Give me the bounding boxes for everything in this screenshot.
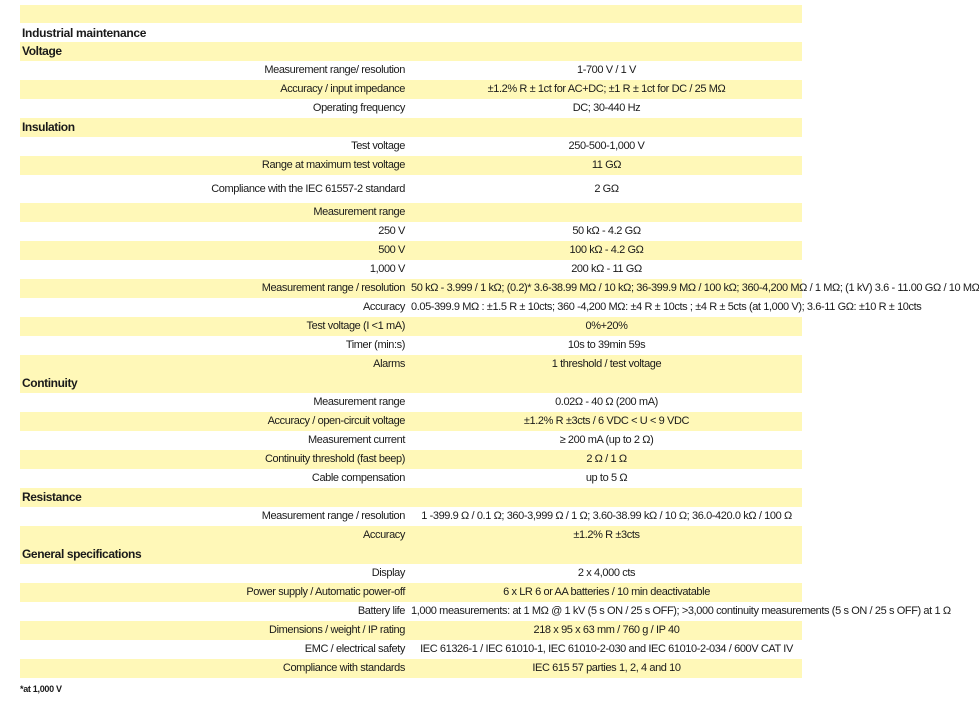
spec-label: Accuracy	[362, 301, 405, 313]
section-header	[20, 545, 802, 564]
spec-label: Test voltage	[351, 140, 405, 152]
spec-label: 250 V	[378, 225, 405, 237]
spec-value: 0%+20%	[411, 317, 802, 336]
spec-label: 500 V	[20, 241, 411, 260]
spec-value: ±1.2% R ±3cts	[411, 526, 802, 545]
spec-label: Measurement current	[308, 434, 405, 446]
spec-value: 2 x 4,000 cts	[577, 567, 636, 579]
spec-value: 218 x 95 x 63 mm / 760 g / IP 40	[411, 621, 802, 640]
section-header	[20, 118, 802, 137]
spec-row	[20, 99, 802, 118]
footnote: *at 1,000 V	[20, 684, 62, 694]
spec-label: Accuracy / input impedance	[20, 80, 411, 99]
spec-row	[20, 222, 802, 241]
spec-row	[20, 355, 802, 374]
spec-label: Measurement range / resolution	[20, 279, 411, 298]
spec-table-body	[20, 42, 979, 678]
spec-value: 11 GΩ	[411, 156, 802, 175]
spec-row	[20, 61, 802, 80]
spec-row	[20, 412, 802, 431]
spec-value: 2 Ω / 1 Ω	[411, 450, 802, 469]
spec-label: Alarms	[20, 355, 411, 374]
spec-label: Dimensions / weight / IP rating	[20, 621, 411, 640]
spec-value: 0.05-399.9 MΩ : ±1.5 R ± 10cts; 360 -4,200 MΩ: ±4 R ± 10cts ; ±4 R ± 5cts (at 1,000 V); 3.6-11 GΩ: ±10 R ± 10cts	[411, 301, 922, 313]
header-band	[20, 5, 802, 23]
spec-value: 6 x LR 6 or AA batteries / 10 min deactivatable	[411, 583, 802, 602]
spec-row	[20, 659, 802, 678]
spec-value: 1 -399.9 Ω / 0.1 Ω; 360-3,999 Ω / 1 Ω; 3.60-38.99 kΩ / 10 Ω; 36.0-420.0 kΩ / 100 Ω	[421, 510, 792, 522]
spec-value: 50 kΩ - 4.2 GΩ	[572, 225, 641, 237]
spec-value: 1 threshold / test voltage	[411, 355, 802, 374]
spec-row	[20, 137, 802, 156]
spec-row	[20, 298, 802, 317]
spec-row	[20, 393, 802, 412]
spec-label: 1,000 V	[369, 263, 405, 275]
section-header	[20, 374, 802, 393]
spec-label: Measurement range/ resolution	[264, 64, 405, 76]
spec-value: DC; 30-440 Hz	[572, 102, 641, 114]
spec-value: 1,000 measurements: at 1 MΩ @ 1 kV (5 s ON / 25 s OFF); >3,000 continuity measurements (5 s ON / 25 s OFF) at 1 Ω	[411, 605, 951, 617]
spec-row	[20, 507, 802, 526]
section-title: General specifications	[20, 545, 802, 564]
spec-label: Battery life	[357, 605, 405, 617]
spec-value: ≥ 200 mA (up to 2 Ω)	[559, 434, 654, 446]
spec-value: 250-500-1,000 V	[568, 140, 645, 152]
spec-value: ±1.2% R ±3cts / 6 VDC < U < 9 VDC	[411, 412, 802, 431]
spec-label: Measurement range	[313, 396, 405, 408]
spec-value: ±1.2% R ± 1ct for AC+DC; ±1 R ± 1ct for DC / 25 MΩ	[411, 80, 802, 99]
spec-row	[20, 175, 802, 203]
spec-value: 100 kΩ - 4.2 GΩ	[411, 241, 802, 260]
spec-row	[20, 203, 802, 222]
spec-label: EMC / electrical safety	[304, 643, 405, 655]
spec-label: Compliance with standards	[20, 659, 411, 678]
spec-label: Operating frequency	[312, 102, 405, 114]
spec-label: Measurement range	[20, 203, 411, 222]
spec-row	[20, 317, 802, 336]
spec-row	[20, 260, 802, 279]
section-header	[20, 488, 802, 507]
spec-row	[20, 80, 802, 99]
spec-row	[20, 241, 802, 260]
spec-row	[20, 469, 802, 488]
spec-label: Test voltage (I <1 mA)	[20, 317, 411, 336]
spec-row	[20, 279, 802, 298]
spec-row	[20, 583, 802, 602]
spec-label: Accuracy / open-circuit voltage	[20, 412, 411, 431]
spec-label: Cable compensation	[311, 472, 405, 484]
spec-label: Accuracy	[20, 526, 411, 545]
spec-row	[20, 621, 802, 640]
spec-value: 50 kΩ - 3.999 / 1 kΩ; (0.2)* 3.6-38.99 MΩ / 10 kΩ; 36-399.9 MΩ / 100 kΩ; 360-4,200 MΩ / 1 MΩ; (1 kV) 3.6 - 11.00 GΩ / 10 MΩ	[411, 279, 802, 298]
spec-row	[20, 564, 802, 583]
spec-label: Timer (min:s)	[345, 339, 405, 351]
section-title: Resistance	[20, 488, 802, 507]
spec-label: Display	[371, 567, 405, 579]
spec-value: 0.02Ω - 40 Ω (200 mA)	[555, 396, 658, 408]
spec-row	[20, 602, 802, 621]
section-header	[20, 42, 802, 61]
spec-label: Range at maximum test voltage	[20, 156, 411, 175]
spec-label: Measurement range / resolution	[261, 510, 405, 522]
spec-value: IEC 61326-1 / IEC 61010-1, IEC 61010-2-030 and IEC 61010-2-034 / 600V CAT IV	[420, 643, 793, 655]
spec-row	[20, 156, 802, 175]
spec-row	[20, 431, 802, 450]
page-title: Industrial maintenance	[22, 26, 147, 40]
spec-row	[20, 526, 802, 545]
spec-value: IEC 615 57 parties 1, 2, 4 and 10	[411, 659, 802, 678]
spec-value: 10s to 39min 59s	[567, 339, 646, 351]
spec-value	[411, 203, 802, 222]
spec-label: Continuity threshold (fast beep)	[20, 450, 411, 469]
spec-value: up to 5 Ω	[585, 472, 628, 484]
spec-value: 1-700 V / 1 V	[576, 64, 636, 76]
spec-value: 200 kΩ - 11 GΩ	[571, 263, 642, 275]
spec-row	[20, 640, 802, 659]
spec-table	[20, 42, 979, 678]
spec-label: Power supply / Automatic power-off	[20, 583, 411, 602]
section-title: Voltage	[20, 42, 802, 61]
spec-row	[20, 336, 802, 355]
spec-row	[20, 450, 802, 469]
section-title: Continuity	[20, 374, 802, 393]
spec-label: Compliance with the IEC 61557-2 standard	[211, 182, 405, 195]
section-title: Insulation	[20, 118, 802, 137]
spec-value: 2 GΩ	[594, 182, 619, 195]
